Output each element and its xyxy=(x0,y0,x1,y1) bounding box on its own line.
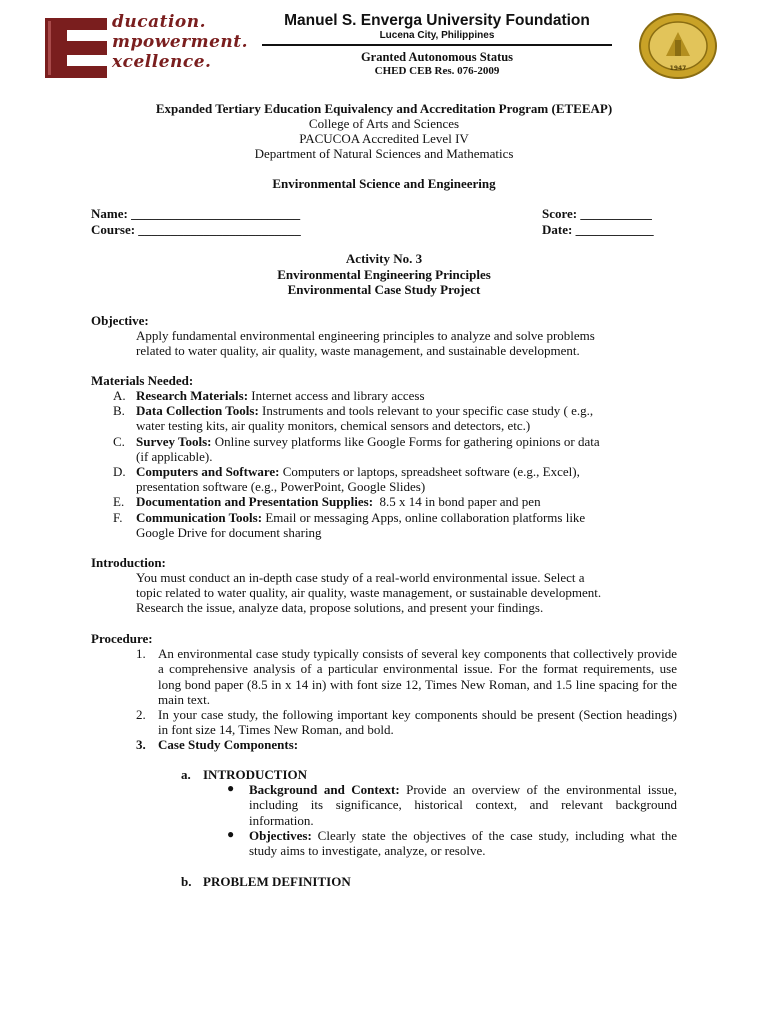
accreditation-level: PACUCOA Accredited Level IV xyxy=(299,131,469,146)
introduction-text: Research the issue, analyze data, propose solutions, and present your findings. xyxy=(136,600,544,615)
list-marker: D. xyxy=(113,464,126,479)
list-marker: F. xyxy=(113,510,123,525)
activity-title: Environmental Engineering Principles xyxy=(277,267,491,282)
section-title: PROBLEM DEFINITION xyxy=(203,874,351,889)
item-text: (if applicable). xyxy=(136,449,213,464)
autonomous-status: Granted Autonomous Status xyxy=(360,50,514,64)
introduction-text: You must conduct an in-depth case study of a real-world environmental issue. Select a xyxy=(136,570,585,585)
item-text: Computers or laptops, spreadsheet software (e.g., Excel), xyxy=(279,464,580,479)
step-number: 3. xyxy=(136,737,146,752)
header-divider xyxy=(262,44,612,46)
bullet-label: Background and Context: xyxy=(249,782,400,797)
item-text: Google Drive for document sharing xyxy=(136,525,322,540)
bullet-icon: ● xyxy=(227,827,235,841)
item-text: Online survey platforms like Google Forms for gathering opinions or data xyxy=(211,434,600,449)
motto-line: ducation. xyxy=(112,12,207,32)
list-item xyxy=(136,494,541,510)
name-field[interactable]: Name: __________________________ xyxy=(91,206,301,221)
component-bullet xyxy=(249,828,677,859)
activity-number: Activity No. 3 xyxy=(345,251,423,266)
bullet-text: Provide an overview of the environmental issue, including its significance, historical context, and relevant background information. xyxy=(249,782,677,828)
university-logo-e xyxy=(45,18,107,78)
motto-line: xcellence. xyxy=(112,52,212,72)
item-label: Research Materials: xyxy=(136,388,249,403)
list-item xyxy=(136,388,425,404)
step-number: 1. xyxy=(136,646,146,661)
list-marker: B. xyxy=(113,403,125,418)
objective-text: Apply fundamental environmental engineering principles to analyze and solve problems xyxy=(136,328,595,343)
college-name: College of Arts and Sciences xyxy=(308,116,460,131)
item-text: Internet access and library access xyxy=(248,388,425,403)
materials-heading: Materials Needed: xyxy=(91,373,194,388)
university-motto xyxy=(112,12,248,72)
objective-text: related to water quality, air quality, waste management, and sustainable development. xyxy=(136,343,580,358)
letterhead xyxy=(0,0,768,92)
step-number: 2. xyxy=(136,707,146,722)
item-text: Instruments and tools relevant to your specific case study ( e.g., xyxy=(258,403,594,418)
list-marker: E. xyxy=(113,494,125,509)
introduction-heading: Introduction: xyxy=(91,555,166,570)
item-label: Communication Tools: xyxy=(136,510,263,525)
item-label: Survey Tools: xyxy=(136,434,212,449)
date-field[interactable]: Date: ____________ xyxy=(542,222,654,237)
component-bullet xyxy=(249,782,677,828)
item-text: 8.5 x 14 in bond paper and pen xyxy=(373,494,541,509)
list-item xyxy=(136,403,593,419)
item-text: water testing kits, air quality monitors, chemical sensors and detectors, etc.) xyxy=(136,418,531,433)
bullet-icon: ● xyxy=(227,781,235,795)
procedure-step: An environmental case study typically consists of several key components that collectively provide a comprehensive analysis of a particular environmental issue. For the format requirements, use long bond paper (8.5 in x 14 in) with font size 12, Times New Roman, and 1.5 line spacing for the main text. xyxy=(158,646,677,707)
item-label: Computers and Software: xyxy=(136,464,280,479)
section-letter: b. xyxy=(181,874,192,889)
objective-heading: Objective: xyxy=(91,313,149,328)
activity-subtitle: Environmental Case Study Project xyxy=(287,282,481,297)
item-text: Email or messaging Apps, online collaboration platforms like xyxy=(262,510,586,525)
list-marker: C. xyxy=(113,434,125,449)
list-marker: A. xyxy=(113,388,126,403)
item-label: Documentation and Presentation Supplies: xyxy=(136,494,374,509)
program-title: Expanded Tertiary Education Equivalency and Accreditation Program (ETEEAP) xyxy=(155,101,613,116)
course-title: Environmental Science and Engineering xyxy=(272,176,496,191)
course-field[interactable]: Course: _________________________ xyxy=(91,222,301,237)
procedure-heading: Procedure: xyxy=(91,631,153,646)
bullet-label: Objectives: xyxy=(249,828,312,843)
procedure-step: In your case study, the following important key components should be present (Section headings) in font size 14, Times New Roman, and bold. xyxy=(158,707,677,738)
university-seal-icon xyxy=(636,12,720,80)
item-label: Data Collection Tools: xyxy=(136,403,259,418)
list-item xyxy=(136,510,585,526)
university-location: Lucena City, Philippines xyxy=(379,30,495,41)
bullet-text: Clearly state the objectives of the case study, including what the study aims to investigate, analyze, or resolve. xyxy=(249,828,677,859)
seal-year: 1947 xyxy=(669,65,687,72)
ched-resolution: CHED CEB Res. 076-2009 xyxy=(374,65,500,77)
motto-line: mpowerment. xyxy=(112,32,249,52)
section-title: INTRODUCTION xyxy=(203,767,308,782)
score-field[interactable]: Score: ___________ xyxy=(542,206,652,221)
department-name: Department of Natural Sciences and Mathematics xyxy=(254,146,514,161)
university-name: Manuel S. Enverga University Foundation xyxy=(284,12,590,29)
introduction-text: topic related to water quality, air quality, waste management, or sustainable development. xyxy=(136,585,602,600)
list-item xyxy=(136,464,580,480)
section-letter: a. xyxy=(181,767,191,782)
list-item xyxy=(136,434,600,450)
item-text: presentation software (e.g., PowerPoint, Google Slides) xyxy=(136,479,426,494)
university-info xyxy=(262,12,612,77)
procedure-step: Case Study Components: xyxy=(158,737,299,752)
